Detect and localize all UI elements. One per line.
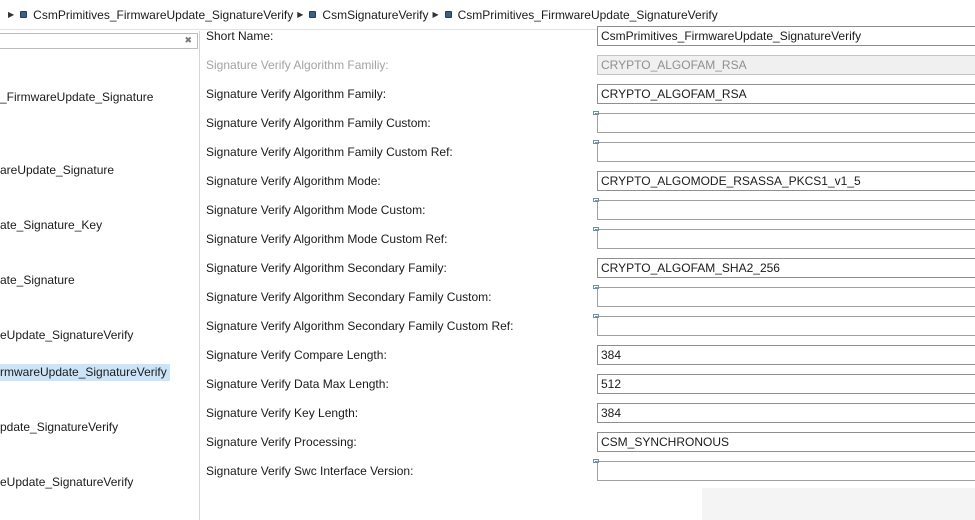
field-label: Signature Verify Algorithm Secondary Family: bbox=[206, 261, 447, 275]
element-icon bbox=[20, 11, 27, 18]
breadcrumb-item[interactable]: CsmSignatureVerify bbox=[322, 7, 429, 22]
field-input[interactable]: 512 bbox=[597, 374, 975, 394]
element-icon bbox=[445, 11, 452, 18]
reference-link-icon[interactable] bbox=[593, 459, 599, 463]
field-input[interactable] bbox=[597, 113, 975, 133]
breadcrumb-separator-icon: ▶ bbox=[432, 10, 439, 19]
breadcrumb-separator-icon: ▶ bbox=[297, 10, 304, 19]
tree-item[interactable]: ate_Signature_Key bbox=[0, 218, 103, 232]
field-label: Signature Verify Algorithm Family Custom Ref: bbox=[206, 145, 453, 159]
field-label: Signature Verify Algorithm Mode: bbox=[206, 174, 381, 188]
field-input[interactable] bbox=[597, 142, 975, 162]
properties-form bbox=[200, 31, 975, 520]
field-input[interactable]: CRYPTO_ALGOMODE_RSASSA_PKCS1_v1_5 bbox=[597, 171, 975, 191]
field-label: Short Name: bbox=[206, 29, 274, 43]
field-input[interactable] bbox=[597, 200, 975, 220]
field-label: Signature Verify Algorithm Secondary Family Custom: bbox=[206, 290, 492, 304]
field-label: Signature Verify Swc Interface Version: bbox=[206, 464, 414, 478]
field-input[interactable] bbox=[597, 287, 975, 307]
tree-item[interactable]: _FirmwareUpdate_Signature bbox=[0, 90, 154, 104]
reference-link-icon[interactable] bbox=[593, 140, 599, 144]
breadcrumb-separator-icon: ▶ bbox=[8, 10, 15, 19]
field-input[interactable] bbox=[597, 461, 975, 481]
scroll-overlay bbox=[702, 488, 975, 520]
field-input[interactable]: 384 bbox=[597, 345, 975, 365]
field-label: Signature Verify Algorithm Familiy: bbox=[206, 58, 389, 72]
tree-item[interactable]: ate_Signature bbox=[0, 273, 75, 287]
tree-item[interactable]: pdate_SignatureVerify bbox=[0, 420, 119, 434]
clear-filter-icon[interactable]: ✖ bbox=[184, 35, 192, 45]
field-input[interactable]: CsmPrimitives_FirmwareUpdate_SignatureVerify bbox=[597, 26, 975, 46]
reference-link-icon[interactable] bbox=[593, 227, 599, 231]
tree-item[interactable]: areUpdate_Signature bbox=[0, 163, 115, 177]
reference-link-icon[interactable] bbox=[593, 285, 599, 289]
field-label: Signature Verify Key Length: bbox=[206, 406, 359, 420]
field-input[interactable]: CRYPTO_ALGOFAM_RSA bbox=[597, 84, 975, 104]
field-label: Signature Verify Compare Length: bbox=[206, 348, 387, 362]
breadcrumb-item[interactable]: CsmPrimitives_FirmwareUpdate_SignatureVerify bbox=[33, 7, 294, 22]
outline-tree-pane bbox=[0, 31, 200, 520]
tree-item[interactable]: eUpdate_SignatureVerify bbox=[0, 328, 134, 342]
reference-link-icon[interactable] bbox=[593, 198, 599, 202]
field-label: Signature Verify Algorithm Secondary Family Custom Ref: bbox=[206, 319, 514, 333]
element-icon bbox=[309, 11, 316, 18]
tree-item[interactable]: eUpdate_SignatureVerify bbox=[0, 475, 134, 489]
field-label: Signature Verify Algorithm Mode Custom Ref: bbox=[206, 232, 448, 246]
field-input: CRYPTO_ALGOFAM_RSA bbox=[597, 55, 975, 75]
field-label: Signature Verify Data Max Length: bbox=[206, 377, 389, 391]
reference-link-icon[interactable] bbox=[593, 314, 599, 318]
field-input[interactable] bbox=[597, 229, 975, 249]
tree-item[interactable]: rmwareUpdate_SignatureVerify bbox=[0, 364, 170, 381]
reference-link-icon[interactable] bbox=[593, 111, 599, 115]
field-input[interactable]: CSM_SYNCHRONOUS bbox=[597, 432, 975, 452]
field-input[interactable]: CRYPTO_ALGOFAM_SHA2_256 bbox=[597, 258, 975, 278]
breadcrumb-item[interactable]: CsmPrimitives_FirmwareUpdate_SignatureVerify bbox=[457, 7, 718, 22]
field-input[interactable] bbox=[597, 316, 975, 336]
field-label: Signature Verify Algorithm Family: bbox=[206, 87, 387, 101]
field-label: Signature Verify Algorithm Mode Custom: bbox=[206, 203, 426, 217]
field-label: Signature Verify Algorithm Family Custom: bbox=[206, 116, 431, 130]
tree-filter-input[interactable] bbox=[0, 33, 198, 49]
field-label: Signature Verify Processing: bbox=[206, 435, 357, 449]
field-input[interactable]: 384 bbox=[597, 403, 975, 423]
